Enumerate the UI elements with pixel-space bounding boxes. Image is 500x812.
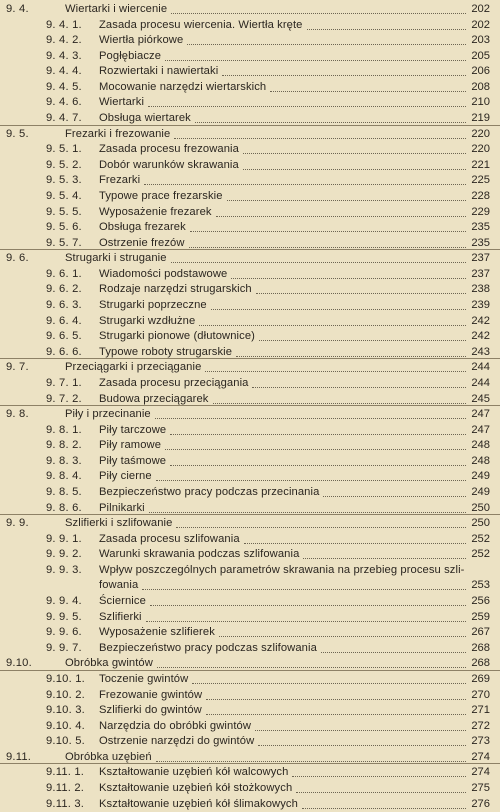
dot-leader (144, 183, 466, 185)
dot-leader (171, 261, 466, 263)
page-number: 273 (471, 735, 490, 748)
page-number: 235 (471, 221, 490, 234)
toc-subsection (0, 141, 500, 157)
entry-title: Ostrzenie frezów (99, 236, 185, 249)
entry-title: Typowe roboty strugarskie (99, 345, 233, 358)
entry-number: 9. 8. 1. (46, 423, 82, 436)
entry-title: Obróbka uzębień (65, 750, 152, 763)
dot-leader (150, 604, 466, 606)
page-number: 202 (471, 3, 490, 15)
page-number: 206 (471, 65, 490, 78)
entry-number: 9. 5. 6. (46, 221, 82, 234)
toc-subsection (0, 702, 500, 718)
page-number: 252 (471, 532, 490, 545)
dot-leader (170, 464, 466, 466)
dot-leader (321, 651, 466, 653)
entry-number: 9. 5. 3. (46, 174, 82, 187)
page-number: 208 (471, 80, 490, 93)
dot-leader (243, 168, 466, 170)
dot-leader (256, 292, 466, 294)
page-number: 219 (471, 112, 490, 125)
dot-leader (255, 729, 466, 731)
toc-subsection (0, 671, 500, 687)
toc-section (0, 359, 500, 375)
dot-leader (156, 479, 466, 481)
entry-number: 9. 5. 4. (46, 189, 82, 202)
entry-title: Strugarki pionowe (dłutownice) (99, 330, 255, 343)
entry-number: 9. 7. 1. (46, 376, 82, 389)
dot-leader (192, 682, 466, 684)
toc-subsection (0, 219, 500, 235)
dot-leader (292, 775, 466, 777)
dot-leader (258, 744, 466, 746)
toc-section (0, 1, 500, 17)
entry-title: Wiertarki (99, 96, 145, 109)
entry-number: 9.10. (6, 657, 32, 670)
dot-leader (190, 230, 466, 232)
entry-number: 9. 4. 4. (46, 65, 82, 78)
page-number: 239 (471, 299, 490, 312)
page-number: 268 (471, 657, 490, 670)
page-number: 275 (471, 782, 490, 794)
toc-subsection (0, 266, 500, 282)
page-number: 248 (471, 439, 490, 452)
dot-leader (206, 713, 466, 715)
entry-number: 9. 6. 5. (46, 330, 82, 343)
entry-number: 9. 5. 7. (46, 236, 82, 249)
entry-title: Rodzaje narzędzi strugarskich (99, 283, 252, 296)
entry-title: Frezowanie gwintów (99, 688, 203, 701)
entry-number: 9. 8. 2. (46, 439, 82, 452)
dot-leader (231, 277, 466, 279)
toc-subsection (0, 437, 500, 453)
entry-number: 9. 9. 1. (46, 532, 82, 545)
dot-leader (303, 557, 466, 559)
dot-leader (323, 495, 466, 497)
entry-number: 9.10. 1. (46, 672, 85, 685)
toc-subsection (0, 204, 500, 220)
dot-leader (244, 542, 466, 544)
entry-title: Strugarki poprzeczne (99, 299, 207, 312)
entry-title: Bezpieczeństwo pracy podczas przecinania (99, 485, 320, 498)
dot-leader (270, 90, 466, 92)
entry-title: Piły ramowe (99, 439, 162, 452)
page-number: 242 (471, 330, 490, 343)
entry-number: 9. 8. 6. (46, 501, 82, 514)
entry-title: Narzędzia do obróbki gwintów (99, 719, 252, 732)
dot-leader (252, 386, 466, 388)
dot-leader (148, 105, 466, 107)
page-number: 250 (471, 517, 490, 530)
entry-title: Wiertła piórkowe (99, 34, 184, 47)
entry-title: Ostrzenie narzędzi do gwintów (99, 735, 255, 748)
entry-number: 9.10. 5. (46, 735, 85, 748)
entry-title: Bezpieczeństwo pracy podczas szlifowania (99, 641, 317, 654)
toc-subsection (0, 764, 500, 780)
dot-leader (189, 246, 466, 248)
entry-number: 9. 7. (6, 361, 29, 374)
entry-title: Szlifierki do gwintów (99, 704, 202, 717)
toc-subsection (0, 63, 500, 79)
dot-leader (307, 28, 466, 30)
toc-subsection (0, 375, 500, 391)
entry-title: Piły taśmowe (99, 454, 167, 467)
entry-number: 9. 6. 3. (46, 299, 82, 312)
page-number: 203 (471, 34, 490, 47)
toc-subsection (0, 624, 500, 640)
dot-leader (176, 526, 466, 528)
dot-leader (259, 339, 466, 341)
page-number: 274 (471, 766, 490, 779)
entry-number: 9. 9. 6. (46, 626, 82, 639)
toc-subsection (0, 780, 500, 796)
entry-number: 9. 5. 5. (46, 205, 82, 218)
page-number: 228 (471, 189, 490, 202)
entry-title: Rozwiertaki i nawiertaki (99, 65, 219, 78)
entry-title: Typowe prace frezarskie (99, 189, 223, 202)
toc-subsection (0, 94, 500, 110)
dot-leader (206, 698, 466, 700)
entry-number: 9. 4. (6, 3, 29, 15)
toc-subsection (0, 718, 500, 734)
entry-number: 9. 6. 1. (46, 267, 82, 280)
page-number: 237 (471, 267, 490, 280)
entry-number: 9. 7. 2. (46, 392, 82, 405)
dot-leader (171, 12, 466, 14)
page-number: 249 (471, 485, 490, 498)
page-number: 205 (471, 49, 490, 62)
entry-title: Pogłębiacze (99, 49, 162, 62)
entry-title: Zasada procesu wiercenia. Wiertła kręte (99, 18, 303, 31)
entry-number: 9. 6. 4. (46, 314, 82, 327)
entry-title: Dobór warunków skrawania (99, 158, 239, 171)
page-number: 248 (471, 454, 490, 467)
entry-number: 9. 4. 1. (46, 18, 82, 31)
toc-subsection (0, 172, 500, 188)
entry-title: Obsługa frezarek (99, 221, 186, 234)
entry-title: Zasada procesu przeciągania (99, 376, 249, 389)
page-number: 245 (471, 392, 490, 405)
entry-title: Wiadomości podstawowe (99, 267, 228, 280)
toc-subsection (0, 79, 500, 95)
dot-leader (205, 370, 466, 372)
entry-title: Szlifierki i szlifowanie (65, 517, 173, 530)
dot-leader (165, 59, 466, 61)
toc-subsection (0, 453, 500, 469)
entry-title: Obróbka gwintów (65, 657, 153, 670)
entry-title: Obsługa wiertarek (99, 112, 191, 125)
entry-title: Kształtowanie uzębień kół walcowych (99, 766, 289, 779)
entry-number: 9. 9. 4. (46, 595, 82, 608)
toc-subsection (0, 468, 500, 484)
entry-title: Szlifierki (99, 610, 142, 623)
page-number: 269 (471, 672, 490, 685)
entry-number: 9. 8. 5. (46, 485, 82, 498)
entry-number: 9. 5. 2. (46, 158, 82, 171)
entry-number: 9. 9. (6, 517, 29, 530)
dot-leader (156, 760, 466, 762)
entry-title: Piły i przecinanie (65, 408, 151, 421)
entry-number: 9. 5. 1. (46, 143, 82, 156)
dot-leader (149, 511, 466, 513)
toc-subsection-continuation (0, 577, 500, 593)
entry-number: 9. 9. 2. (46, 548, 82, 561)
page-number: 271 (471, 704, 490, 717)
dot-leader (165, 448, 466, 450)
dot-leader (236, 355, 466, 357)
dot-leader (199, 324, 466, 326)
toc-subsection (0, 17, 500, 33)
entry-title: Wpływ poszczególnych parametrów skrawania na przebieg procesu szli- (99, 563, 465, 576)
entry-title: Toczenie gwintów (99, 672, 189, 685)
page-number: 202 (471, 18, 490, 31)
entry-number: 9.10. 4. (46, 719, 85, 732)
dot-leader (243, 152, 466, 154)
page-number: 270 (471, 688, 490, 701)
toc-subsection (0, 609, 500, 625)
entry-number: 9. 4. 7. (46, 112, 82, 125)
page-number: 249 (471, 470, 490, 483)
toc-subsection (0, 48, 500, 64)
toc-subsection (0, 546, 500, 562)
dot-leader (174, 137, 466, 139)
entry-number: 9.11. 1. (46, 766, 85, 779)
dot-leader (222, 74, 466, 76)
entry-title: Frezarki (99, 174, 141, 187)
page-number: 237 (471, 252, 490, 265)
entry-title: Piły cierne (99, 470, 152, 483)
toc-section (0, 250, 500, 266)
dot-leader (146, 620, 466, 622)
page-number: 220 (471, 127, 490, 140)
toc-subsection (0, 796, 500, 812)
entry-title-continuation: fowania (99, 579, 139, 592)
entry-title: Strugarki wzdłużne (99, 314, 196, 327)
dot-leader (216, 215, 466, 217)
page-number: 256 (471, 595, 490, 608)
dot-leader (296, 791, 466, 793)
dot-leader (157, 666, 466, 668)
dot-leader (142, 588, 466, 590)
page-number: 244 (471, 376, 490, 389)
toc-subsection (0, 562, 500, 578)
entry-title: Budowa przeciągarek (99, 392, 209, 405)
page-number: 267 (471, 626, 490, 639)
page-number: 242 (471, 314, 490, 327)
entry-title: Frezarki i frezowanie (65, 127, 171, 140)
entry-number: 9. 8. 3. (46, 454, 82, 467)
entry-title: Przeciągarki i przeciąganie (65, 361, 202, 374)
entry-number: 9. 8. (6, 408, 29, 421)
entry-number: 9. 9. 5. (46, 610, 82, 623)
dot-leader (227, 199, 466, 201)
entry-number: 9.11. (6, 750, 32, 763)
entry-title: Piły tarczowe (99, 423, 167, 436)
toc-subsection (0, 422, 500, 438)
page-number: 272 (471, 719, 490, 732)
entry-number: 9. 4. 3. (46, 49, 82, 62)
page-number: 247 (471, 423, 490, 436)
entry-number: 9.10. 3. (46, 704, 85, 717)
toc-subsection (0, 281, 500, 297)
page-number: 252 (471, 548, 490, 561)
toc-subsection (0, 32, 500, 48)
page-number: 259 (471, 610, 490, 623)
toc-section (0, 515, 500, 531)
dot-leader (219, 635, 466, 637)
page-number: 225 (471, 174, 490, 187)
entry-title: Wyposażenie frezarek (99, 205, 212, 218)
dot-leader (211, 308, 466, 310)
page-number: 274 (471, 750, 490, 763)
toc-section (0, 406, 500, 422)
toc-subsection (0, 328, 500, 344)
entry-number: 9. 4. 2. (46, 34, 82, 47)
entry-number: 9. 4. 5. (46, 80, 82, 93)
entry-title: Strugarki i struganie (65, 252, 167, 265)
page-number: 247 (471, 408, 490, 421)
entry-number: 9. 4. 6. (46, 96, 82, 109)
toc-section (0, 126, 500, 142)
toc-subsection (0, 593, 500, 609)
dot-leader (213, 402, 466, 404)
toc-subsection (0, 313, 500, 329)
entry-number: 9. 6. (6, 252, 29, 265)
dot-leader (302, 807, 466, 809)
entry-title: Zasada procesu szlifowania (99, 532, 240, 545)
page-number: 268 (471, 641, 490, 654)
toc-subsection (0, 733, 500, 749)
page-number: 276 (471, 797, 490, 810)
toc-subsection (0, 687, 500, 703)
entry-title: Kształtowanie uzębień kół ślimakowych (99, 797, 298, 810)
dot-leader (170, 433, 466, 435)
toc-subsection (0, 297, 500, 313)
entry-number: 9. 6. 2. (46, 283, 82, 296)
page-number: 238 (471, 283, 490, 296)
toc-subsection (0, 484, 500, 500)
toc-subsection (0, 640, 500, 656)
entry-title: Zasada procesu frezowania (99, 143, 239, 156)
entry-number: 9.10. 2. (46, 688, 85, 701)
page-number: 250 (471, 501, 490, 514)
toc-subsection (0, 188, 500, 204)
page-number: 210 (471, 96, 490, 109)
page-number: 220 (471, 143, 490, 156)
toc-subsection (0, 157, 500, 173)
entry-number: 9. 6. 6. (46, 345, 82, 358)
entry-title: Warunki skrawania podczas szlifowania (99, 548, 300, 561)
entry-number: 9. 5. (6, 127, 29, 140)
page-number: 253 (471, 579, 490, 592)
entry-number: 9. 8. 4. (46, 470, 82, 483)
dot-leader (155, 417, 466, 419)
page-number: 229 (471, 205, 490, 218)
entry-title: Wyposażenie szlifierek (99, 626, 215, 639)
entry-title: Wiertarki i wiercenie (65, 3, 168, 15)
entry-title: Kształtowanie uzębień kół stożkowych (99, 782, 293, 794)
entry-title: Mocowanie narzędzi wiertarskich (99, 80, 267, 93)
entry-number: 9. 9. 3. (46, 563, 82, 576)
entry-number: 9. 9. 7. (46, 641, 82, 654)
toc-subsection (0, 531, 500, 547)
entry-title: Ściernice (99, 595, 146, 608)
page-number: 221 (471, 158, 490, 171)
dot-leader (187, 43, 466, 45)
entry-number: 9.11. 2. (46, 782, 85, 794)
dot-leader (195, 121, 466, 123)
page-number: 244 (471, 361, 490, 374)
page-number: 243 (471, 345, 490, 358)
entry-title: Pilnikarki (99, 501, 145, 514)
entry-number: 9.11. 3. (46, 797, 85, 810)
page-number: 235 (471, 236, 490, 249)
